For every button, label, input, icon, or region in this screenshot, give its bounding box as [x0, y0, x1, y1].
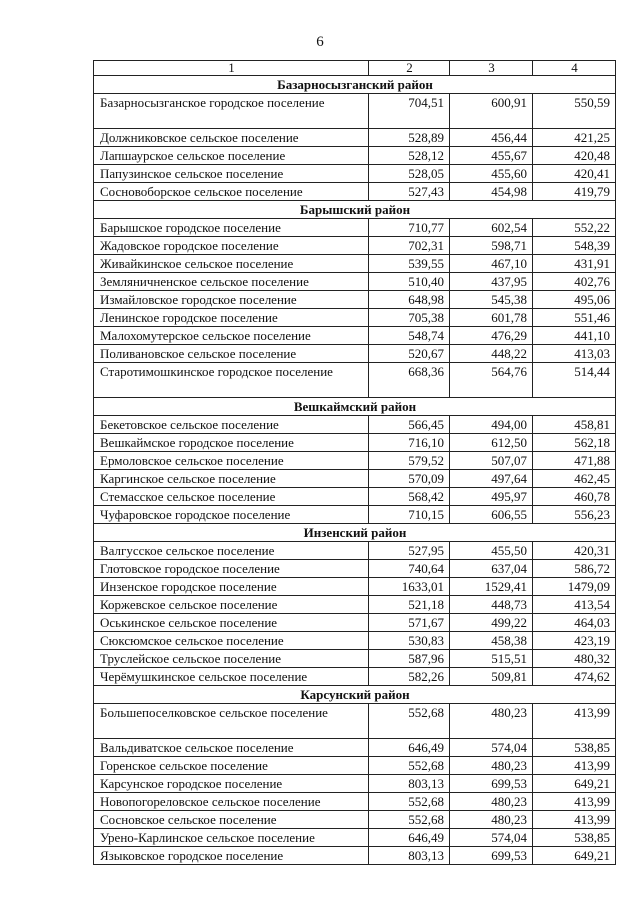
settlement-name: Барышское городское поселение	[94, 219, 369, 237]
value-col-3: 454,98	[450, 183, 533, 201]
value-col-3: 574,04	[450, 829, 533, 847]
value-col-4: 562,18	[533, 434, 616, 452]
value-col-2: 548,74	[369, 327, 450, 345]
value-col-2: 528,89	[369, 129, 450, 147]
value-col-2: 527,43	[369, 183, 450, 201]
value-col-3: 480,23	[450, 757, 533, 775]
settlement-name: Измайловское городское поселение	[94, 291, 369, 309]
value-col-2: 527,95	[369, 542, 450, 560]
value-col-2: 552,68	[369, 811, 450, 829]
value-col-3: 495,97	[450, 488, 533, 506]
value-col-4: 462,45	[533, 470, 616, 488]
table-row	[94, 488, 616, 506]
settlement-name: Большепоселковское сельское поселение	[94, 704, 369, 739]
value-col-2: 705,38	[369, 309, 450, 327]
value-col-3: 455,67	[450, 147, 533, 165]
value-col-4: 474,62	[533, 668, 616, 686]
table-row	[94, 165, 616, 183]
district-header-row	[94, 201, 616, 219]
table-row	[94, 793, 616, 811]
table-row	[94, 596, 616, 614]
table-row	[94, 327, 616, 345]
value-col-4: 538,85	[533, 829, 616, 847]
settlement-name: Стемасское сельское поселение	[94, 488, 369, 506]
value-col-4: 464,03	[533, 614, 616, 632]
settlement-name: Живайкинское сельское поселение	[94, 255, 369, 273]
value-col-3: 699,53	[450, 775, 533, 793]
settlement-name: Оськинское сельское поселение	[94, 614, 369, 632]
district-header-row	[94, 686, 616, 704]
settlement-name: Сосновское сельское поселение	[94, 811, 369, 829]
value-col-4: 550,59	[533, 94, 616, 129]
settlement-name: Папузинское сельское поселение	[94, 165, 369, 183]
value-col-2: 571,67	[369, 614, 450, 632]
value-col-4: 413,03	[533, 345, 616, 363]
value-col-3: 606,55	[450, 506, 533, 524]
value-col-3: 637,04	[450, 560, 533, 578]
value-col-3: 448,73	[450, 596, 533, 614]
value-col-4: 413,99	[533, 757, 616, 775]
value-col-4: 421,25	[533, 129, 616, 147]
table-row	[94, 309, 616, 327]
value-col-2: 710,77	[369, 219, 450, 237]
column-number-2: 2	[369, 61, 450, 76]
table-row	[94, 94, 616, 129]
value-col-3: 612,50	[450, 434, 533, 452]
column-number-row	[94, 61, 616, 76]
settlement-name: Ермоловское сельское поселение	[94, 452, 369, 470]
value-col-4: 538,85	[533, 739, 616, 757]
value-col-3: 564,76	[450, 363, 533, 398]
value-col-3: 456,44	[450, 129, 533, 147]
value-col-3: 494,00	[450, 416, 533, 434]
value-col-2: 716,10	[369, 434, 450, 452]
table-row	[94, 739, 616, 757]
district-title: Инзенский район	[94, 524, 616, 542]
value-col-3: 507,07	[450, 452, 533, 470]
value-col-2: 1633,01	[369, 578, 450, 596]
table-row	[94, 847, 616, 865]
settlement-name: Инзенское городское поселение	[94, 578, 369, 596]
settlement-name: Жадовское городское поселение	[94, 237, 369, 255]
value-col-3: 497,64	[450, 470, 533, 488]
settlement-name: Черёмушкинское сельское поселение	[94, 668, 369, 686]
column-number-4: 4	[533, 61, 616, 76]
value-col-4: 514,44	[533, 363, 616, 398]
table-row	[94, 578, 616, 596]
value-col-2: 552,68	[369, 757, 450, 775]
value-col-3: 600,91	[450, 94, 533, 129]
value-col-4: 413,99	[533, 811, 616, 829]
table-row	[94, 219, 616, 237]
value-col-4: 649,21	[533, 847, 616, 865]
value-col-3: 509,81	[450, 668, 533, 686]
settlement-name: Карсунское городское поселение	[94, 775, 369, 793]
value-col-4: 402,76	[533, 273, 616, 291]
value-col-2: 521,18	[369, 596, 450, 614]
table-row	[94, 147, 616, 165]
value-col-4: 413,54	[533, 596, 616, 614]
value-col-4: 649,21	[533, 775, 616, 793]
value-col-4: 586,72	[533, 560, 616, 578]
settlement-name: Валгусское сельское поселение	[94, 542, 369, 560]
value-col-2: 520,67	[369, 345, 450, 363]
value-col-2: 648,98	[369, 291, 450, 309]
value-col-4: 556,23	[533, 506, 616, 524]
settlement-name: Старотимошкинское городское поселение	[94, 363, 369, 398]
value-col-2: 568,42	[369, 488, 450, 506]
table-row	[94, 255, 616, 273]
settlement-name: Труслейское сельское поселение	[94, 650, 369, 668]
settlement-name: Языковское городское поселение	[94, 847, 369, 865]
table-row	[94, 614, 616, 632]
table-row	[94, 632, 616, 650]
value-col-4: 552,22	[533, 219, 616, 237]
settlement-name: Урено-Карлинское сельское поселение	[94, 829, 369, 847]
table-row	[94, 237, 616, 255]
settlement-name: Новопогореловское сельское поселение	[94, 793, 369, 811]
value-col-4: 420,41	[533, 165, 616, 183]
table-row	[94, 129, 616, 147]
table-row	[94, 542, 616, 560]
table-row	[94, 291, 616, 309]
value-col-4: 419,79	[533, 183, 616, 201]
settlement-name: Сюксюмское сельское поселение	[94, 632, 369, 650]
column-number-1: 1	[94, 61, 369, 76]
value-col-2: 803,13	[369, 847, 450, 865]
settlement-name: Вешкаймское городское поселение	[94, 434, 369, 452]
settlement-name: Поливановское сельское поселение	[94, 345, 369, 363]
district-header-row	[94, 76, 616, 94]
value-col-4: 480,32	[533, 650, 616, 668]
table-row	[94, 757, 616, 775]
table-row	[94, 273, 616, 291]
settlement-name: Каргинское сельское поселение	[94, 470, 369, 488]
value-col-2: 668,36	[369, 363, 450, 398]
district-title: Карсунский район	[94, 686, 616, 704]
value-col-3: 499,22	[450, 614, 533, 632]
table-row	[94, 775, 616, 793]
value-col-3: 515,51	[450, 650, 533, 668]
value-col-4: 495,06	[533, 291, 616, 309]
table-row	[94, 506, 616, 524]
district-title: Вешкаймский район	[94, 398, 616, 416]
value-col-2: 539,55	[369, 255, 450, 273]
table-row	[94, 829, 616, 847]
value-col-2: 579,52	[369, 452, 450, 470]
value-col-3: 467,10	[450, 255, 533, 273]
value-col-3: 455,60	[450, 165, 533, 183]
table-row	[94, 345, 616, 363]
value-col-4: 471,88	[533, 452, 616, 470]
value-col-4: 1479,09	[533, 578, 616, 596]
table-row	[94, 363, 616, 398]
value-col-3: 458,38	[450, 632, 533, 650]
district-title: Барышский район	[94, 201, 616, 219]
settlement-name: Малохомутерское сельское поселение	[94, 327, 369, 345]
value-col-4: 441,10	[533, 327, 616, 345]
table-row	[94, 452, 616, 470]
value-col-2: 552,68	[369, 793, 450, 811]
value-col-4: 548,39	[533, 237, 616, 255]
table-row	[94, 668, 616, 686]
value-col-3: 448,22	[450, 345, 533, 363]
value-col-2: 510,40	[369, 273, 450, 291]
value-col-3: 455,50	[450, 542, 533, 560]
value-col-3: 480,23	[450, 811, 533, 829]
value-col-2: 710,15	[369, 506, 450, 524]
column-number-3: 3	[450, 61, 533, 76]
value-col-2: 552,68	[369, 704, 450, 739]
settlements-table	[93, 60, 616, 865]
value-col-3: 476,29	[450, 327, 533, 345]
value-col-3: 602,54	[450, 219, 533, 237]
value-col-4: 413,99	[533, 704, 616, 739]
value-col-2: 740,64	[369, 560, 450, 578]
value-col-3: 1529,41	[450, 578, 533, 596]
settlement-name: Чуфаровское городское поселение	[94, 506, 369, 524]
value-col-2: 570,09	[369, 470, 450, 488]
settlement-name: Ленинское городское поселение	[94, 309, 369, 327]
district-header-row	[94, 398, 616, 416]
table-row	[94, 811, 616, 829]
value-col-3: 601,78	[450, 309, 533, 327]
value-col-2: 803,13	[369, 775, 450, 793]
value-col-4: 420,31	[533, 542, 616, 560]
value-col-4: 551,46	[533, 309, 616, 327]
table-row	[94, 470, 616, 488]
district-header-row	[94, 524, 616, 542]
value-col-2: 582,26	[369, 668, 450, 686]
value-col-4: 420,48	[533, 147, 616, 165]
page-number: 6	[316, 34, 324, 50]
value-col-2: 704,51	[369, 94, 450, 129]
table-row	[94, 434, 616, 452]
value-col-3: 480,23	[450, 704, 533, 739]
table-row	[94, 704, 616, 739]
value-col-2: 646,49	[369, 739, 450, 757]
value-col-4: 423,19	[533, 632, 616, 650]
table-row	[94, 560, 616, 578]
value-col-3: 699,53	[450, 847, 533, 865]
value-col-2: 702,31	[369, 237, 450, 255]
value-col-2: 566,45	[369, 416, 450, 434]
value-col-4: 460,78	[533, 488, 616, 506]
value-col-2: 530,83	[369, 632, 450, 650]
value-col-4: 458,81	[533, 416, 616, 434]
settlement-name: Земляничненское сельское поселение	[94, 273, 369, 291]
settlement-name: Базарносызганское городское поселение	[94, 94, 369, 129]
settlement-name: Бекетовское сельское поселение	[94, 416, 369, 434]
settlement-name: Лапшаурское сельское поселение	[94, 147, 369, 165]
settlement-name: Коржевское сельское поселение	[94, 596, 369, 614]
value-col-3: 598,71	[450, 237, 533, 255]
table-row	[94, 650, 616, 668]
table-row	[94, 416, 616, 434]
value-col-2: 528,12	[369, 147, 450, 165]
value-col-4: 413,99	[533, 793, 616, 811]
settlement-name: Глотовское городское поселение	[94, 560, 369, 578]
settlement-name: Горенское сельское поселение	[94, 757, 369, 775]
settlement-name: Вальдиватское сельское поселение	[94, 739, 369, 757]
value-col-3: 437,95	[450, 273, 533, 291]
value-col-3: 574,04	[450, 739, 533, 757]
value-col-2: 528,05	[369, 165, 450, 183]
settlement-name: Сосновоборское сельское поселение	[94, 183, 369, 201]
settlement-name: Должниковское сельское поселение	[94, 129, 369, 147]
district-title: Базарносызганский район	[94, 76, 616, 94]
value-col-3: 480,23	[450, 793, 533, 811]
value-col-4: 431,91	[533, 255, 616, 273]
value-col-2: 646,49	[369, 829, 450, 847]
table-row	[94, 183, 616, 201]
value-col-2: 587,96	[369, 650, 450, 668]
value-col-3: 545,38	[450, 291, 533, 309]
